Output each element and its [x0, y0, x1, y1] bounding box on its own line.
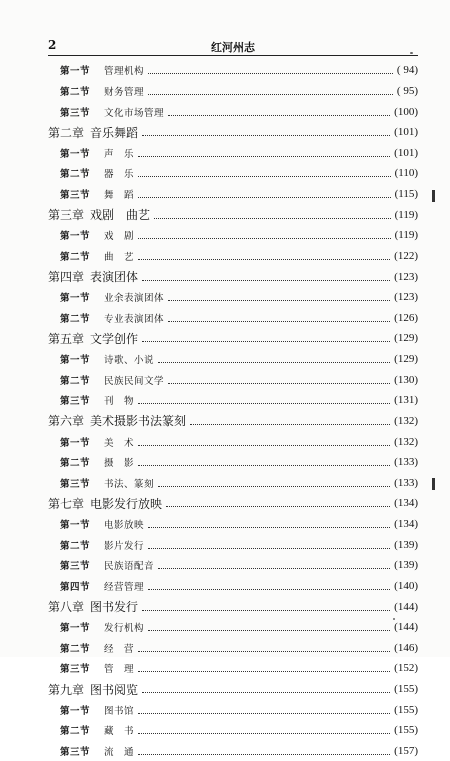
dot-leader: [138, 175, 391, 177]
chapter-label: 第七章: [48, 496, 85, 511]
entry-title: 发行机构: [104, 623, 145, 635]
page-reference: (144): [394, 621, 418, 634]
entry-title: 音乐舞蹈: [90, 125, 139, 140]
page-reference: (100): [394, 105, 418, 118]
toc-chapter-entry: [48, 493, 418, 514]
dot-leader: [168, 382, 390, 384]
page-number: 2: [48, 38, 57, 52]
section-label: 第二节: [60, 540, 91, 552]
chapter-label: 第五章: [48, 331, 85, 346]
entry-title: 电影发行放映: [90, 496, 163, 511]
page-reference: (133): [394, 456, 418, 469]
page-reference: (110): [394, 167, 418, 180]
section-label: 第一节: [60, 520, 91, 532]
section-label: 第一节: [60, 148, 91, 160]
entry-title: 书法、篆刻: [104, 478, 155, 490]
entry-title: 舞 蹈: [104, 190, 135, 202]
scan-speck: [410, 52, 413, 54]
entry-title: 图书发行: [90, 600, 139, 615]
page-reference: (139): [394, 538, 418, 551]
toc-section-entry: [48, 534, 418, 555]
toc-section-entry: [48, 658, 418, 679]
page-reference: (122): [394, 249, 418, 262]
toc-section-entry: [48, 246, 418, 267]
section-label: 第一节: [60, 66, 91, 78]
entry-title: 管理机构: [104, 66, 145, 78]
toc-chapter-entry: [48, 204, 418, 225]
book-title: 红河州志: [211, 41, 255, 54]
binding-mark: [432, 478, 435, 490]
entry-title: 民族民间文学: [104, 375, 165, 387]
section-label: 第一节: [60, 231, 91, 243]
dot-leader: [138, 196, 391, 198]
entry-title: 诗歌、小说: [104, 355, 155, 367]
entry-title: 专业表演团体: [104, 313, 165, 325]
section-label: 第三节: [60, 396, 91, 408]
dot-leader: [142, 279, 390, 281]
toc-chapter-entry: [48, 122, 418, 143]
page-reference: (123): [394, 270, 418, 283]
entry-title: 摄 影: [104, 458, 135, 470]
page-reference: (123): [394, 291, 418, 304]
section-label: 第一节: [60, 623, 91, 635]
dot-leader: [158, 567, 390, 569]
section-label: 第三节: [60, 746, 91, 758]
entry-title: 刊 物: [104, 396, 135, 408]
section-label: 第三节: [60, 478, 91, 490]
page-reference: (140): [394, 579, 418, 592]
entry-title: 文学创作: [90, 331, 139, 346]
toc-section-entry: [48, 369, 418, 390]
dot-leader: [138, 402, 390, 404]
chapter-label: 第八章: [48, 600, 85, 615]
dot-leader: [190, 423, 390, 425]
page-reference: (115): [394, 188, 418, 201]
dot-leader: [142, 691, 390, 693]
dot-leader: [138, 753, 390, 755]
page-reference: (139): [394, 559, 418, 572]
toc-section-entry: [48, 101, 418, 122]
toc-section-entry: [48, 163, 418, 184]
page-reference: (129): [394, 353, 418, 366]
page-reference: (101): [394, 146, 418, 159]
section-label: 第三节: [60, 561, 91, 573]
dot-leader: [158, 361, 390, 363]
entry-title: 民族语配音: [104, 561, 155, 573]
page-reference: (155): [394, 683, 418, 696]
entry-title: 表演团体: [90, 270, 139, 285]
entry-title: 流 通: [104, 746, 135, 758]
section-label: 第二节: [60, 375, 91, 387]
toc-section-entry: [48, 514, 418, 535]
dot-leader: [158, 485, 390, 487]
page-reference: (101): [394, 126, 418, 139]
page-reference: (134): [394, 518, 418, 531]
toc-section-entry: [48, 617, 418, 638]
page-reference: (119): [394, 229, 418, 242]
dot-leader: [138, 237, 391, 239]
toc-chapter-entry: [48, 679, 418, 700]
entry-title: 业余表演团体: [104, 293, 165, 305]
entry-title: 声 乐: [104, 148, 135, 160]
section-label: 第二节: [60, 86, 91, 98]
dot-leader: [168, 299, 390, 301]
dot-leader: [142, 340, 390, 342]
page-reference: (132): [394, 414, 418, 427]
chapter-label: 第六章: [48, 414, 85, 429]
page-reference: ( 94): [396, 64, 418, 77]
chapter-label: 第四章: [48, 270, 85, 285]
toc-section-entry: [48, 576, 418, 597]
dot-leader: [148, 93, 393, 95]
page-reference: (155): [394, 703, 418, 716]
toc-section-entry: [48, 390, 418, 411]
dot-leader: [166, 505, 390, 507]
dot-leader: [148, 547, 390, 549]
toc-chapter-entry: [48, 411, 418, 432]
toc-section-entry: [48, 741, 418, 761]
page-reference: ( 95): [396, 84, 418, 97]
dot-leader: [138, 258, 390, 260]
toc-section-entry: [48, 473, 418, 494]
entry-title: 器 乐: [104, 169, 135, 181]
page-reference: (134): [394, 497, 418, 510]
page-reference: (126): [394, 311, 418, 324]
toc-section-entry: [48, 720, 418, 741]
toc-section-entry: [48, 452, 418, 473]
section-label: 第一节: [60, 355, 91, 367]
entry-title: 美术摄影书法篆刻: [90, 414, 187, 429]
page-reference: (130): [394, 373, 418, 386]
dot-leader: [148, 588, 390, 590]
dot-leader: [142, 609, 390, 611]
dot-leader: [148, 629, 390, 631]
section-label: 第二节: [60, 726, 91, 738]
table-of-contents: [48, 60, 418, 761]
entry-title: 曲 艺: [104, 251, 135, 263]
section-label: 第二节: [60, 643, 91, 655]
page-reference: (144): [394, 600, 418, 613]
section-label: 第二节: [60, 458, 91, 470]
header-rule: [48, 55, 418, 56]
entry-title: 管 理: [104, 664, 135, 676]
section-label: 第一节: [60, 705, 91, 717]
section-label: 第三节: [60, 107, 91, 119]
section-label: 第三节: [60, 190, 91, 202]
page-reference: (157): [394, 744, 418, 757]
chapter-label: 第二章: [48, 125, 85, 140]
toc-section-entry: [48, 699, 418, 720]
toc-chapter-entry: [48, 328, 418, 349]
toc-section-entry: [48, 555, 418, 576]
entry-title: 经营管理: [104, 581, 145, 593]
dot-leader: [148, 526, 390, 528]
entry-title: 图书阅览: [90, 682, 139, 697]
chapter-label: 第三章: [48, 208, 85, 223]
section-label: 第一节: [60, 293, 91, 305]
toc-section-entry: [48, 184, 418, 205]
dot-leader: [138, 732, 390, 734]
page-reference: (132): [394, 435, 418, 448]
toc-section-entry: [48, 308, 418, 329]
dot-leader: [138, 650, 390, 652]
entry-title: 戏 剧: [104, 231, 135, 243]
toc-section-entry: [48, 431, 418, 452]
page-reference: (131): [394, 394, 418, 407]
dot-leader: [138, 464, 390, 466]
page-reference: (119): [394, 208, 418, 221]
dot-leader: [138, 670, 390, 672]
chapter-label: 第九章: [48, 682, 85, 697]
dot-leader: [154, 217, 391, 219]
page-reference: (133): [394, 476, 418, 489]
scan-speck: [393, 618, 395, 620]
page-reference: (129): [394, 332, 418, 345]
section-label: 第四节: [60, 581, 91, 593]
dot-leader: [138, 712, 390, 714]
entry-title: 藏 书: [104, 726, 135, 738]
dot-leader: [138, 444, 390, 446]
dot-leader: [148, 72, 393, 74]
toc-section-entry: [48, 143, 418, 164]
dot-leader: [138, 155, 390, 157]
toc-section-entry: [48, 81, 418, 102]
dot-leader: [168, 114, 390, 116]
entry-title: 图书馆: [104, 705, 135, 717]
toc-chapter-entry: [48, 596, 418, 617]
section-label: 第二节: [60, 251, 91, 263]
binding-mark: [432, 190, 435, 202]
page-reference: (146): [394, 641, 418, 654]
section-label: 第二节: [60, 169, 91, 181]
dot-leader: [142, 134, 390, 136]
entry-title: 戏剧 曲艺: [90, 208, 151, 223]
entry-title: 文化市场管理: [104, 107, 165, 119]
entry-title: 财务管理: [104, 86, 145, 98]
section-label: 第二节: [60, 313, 91, 325]
toc-section-entry: [48, 287, 418, 308]
toc-section-entry: [48, 349, 418, 370]
toc-section-entry: [48, 638, 418, 659]
entry-title: 影片发行: [104, 540, 145, 552]
toc-section-entry: [48, 60, 418, 81]
entry-title: 经 营: [104, 643, 135, 655]
section-label: 第一节: [60, 437, 91, 449]
entry-title: 电影放映: [104, 520, 145, 532]
toc-section-entry: [48, 225, 418, 246]
toc-chapter-entry: [48, 266, 418, 287]
page-reference: (152): [394, 662, 418, 675]
running-header: [48, 38, 418, 54]
dot-leader: [168, 320, 390, 322]
entry-title: 美 术: [104, 437, 135, 449]
page-reference: (155): [394, 724, 418, 737]
section-label: 第三节: [60, 664, 91, 676]
